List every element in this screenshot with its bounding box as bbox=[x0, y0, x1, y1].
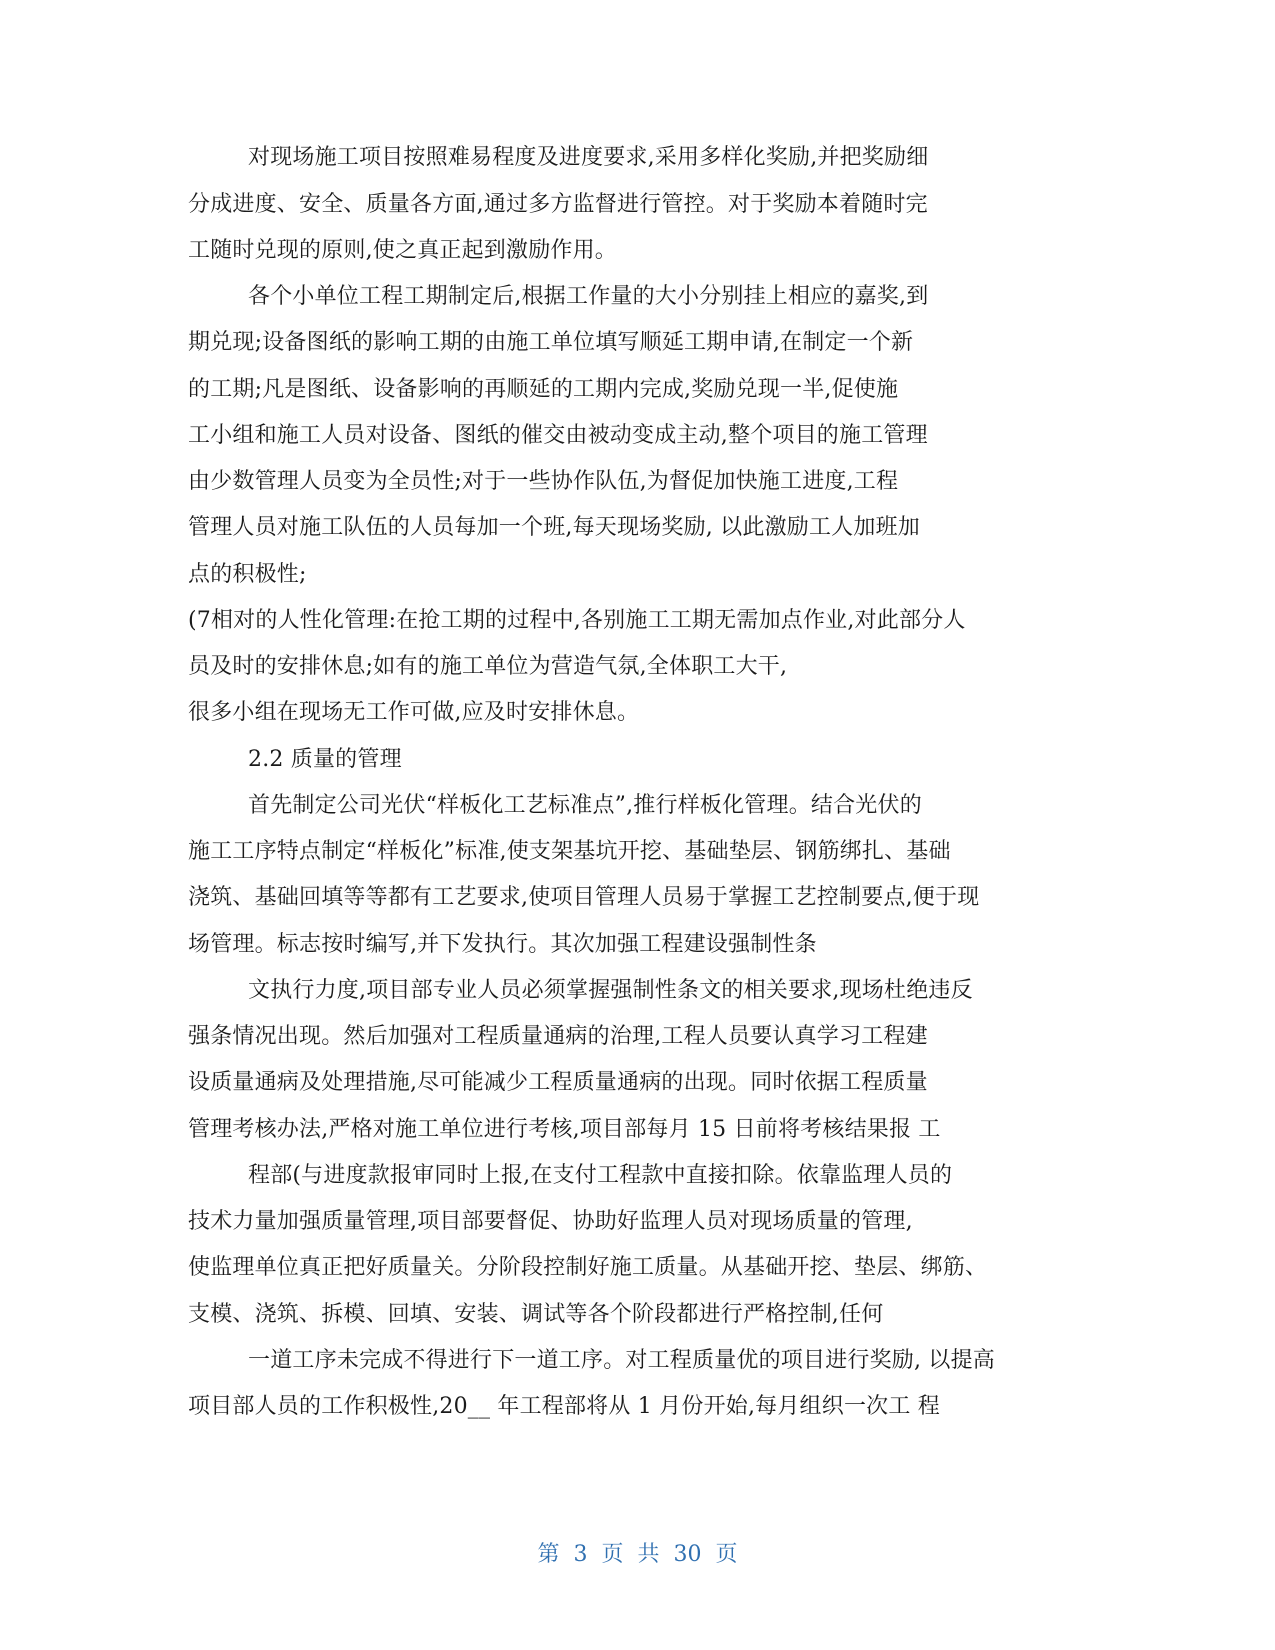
body-line: 工随时兑现的原则,使之真正起到激励作用。 bbox=[188, 238, 617, 263]
body-line: 程部(与进度款报审同时上报,在支付工程款中直接扣除。依靠监理人员的 bbox=[248, 1163, 953, 1188]
body-line: (7相对的人性化管理:在抢工期的过程中,各别施工工期无需加点作业,对此部分人 bbox=[188, 608, 966, 633]
body-line: 由少数管理人员变为全员性;对于一些协作队伍,为督促加快施工进度,工程 bbox=[188, 469, 899, 494]
body-line: 对现场施工项目按照难易程度及进度要求,采用多样化奖励,并把奖励细 bbox=[248, 145, 929, 170]
body-line: 技术力量加强质量管理,项目部要督促、协助好监理人员对现场质量的管理, bbox=[188, 1209, 913, 1234]
body-line: 首先制定公司光伏“样板化工艺标准点”,推行样板化管理。结合光伏的 bbox=[248, 793, 922, 818]
body-line: 一道工序未完成不得进行下一道工序。对工程质量优的项目进行奖励, 以提高 bbox=[248, 1348, 995, 1373]
body-line: 分成进度、安全、质量各方面,通过多方监督进行管控。对于奖励本着随时完 bbox=[188, 192, 928, 217]
body-line: 浇筑、基础回填等等都有工艺要求,使项目管理人员易于掌握工艺控制要点,便于现 bbox=[188, 885, 980, 910]
body-line: 支模、浇筑、拆模、回填、安装、调试等各个阶段都进行严格控制,任何 bbox=[188, 1302, 884, 1327]
body-line: 点的积极性; bbox=[188, 562, 307, 587]
body-line: 场管理。标志按时编写,并下发执行。其次加强工程建设强制性条 bbox=[188, 932, 817, 957]
body-line: 项目部人员的工作积极性,20__ 年工程部将从 1 月份开始,每月组织一次工 程 bbox=[188, 1394, 940, 1419]
page-number-footer: 第 3 页 共 30 页 bbox=[537, 1542, 738, 1567]
body-line: 管理人员对施工队伍的人员每加一个班,每天现场奖励, 以此激励工人加班加 bbox=[188, 515, 920, 540]
section-heading: 2.2 质量的管理 bbox=[248, 747, 402, 772]
body-line: 文执行力度,项目部专业人员必须掌握强制性条文的相关要求,现场杜绝违反 bbox=[248, 978, 973, 1003]
body-line: 员及时的安排休息;如有的施工单位为营造气氛,全体职工大干, bbox=[188, 654, 788, 679]
body-line: 使监理单位真正把好质量关。分阶段控制好施工质量。从基础开挖、垫层、绑筋、 bbox=[188, 1255, 988, 1280]
body-line: 管理考核办法,严格对施工单位进行考核,项目部每月 15 日前将考核结果报 工 bbox=[188, 1117, 941, 1142]
body-line: 很多小组在现场无工作可做,应及时安排休息。 bbox=[188, 700, 640, 725]
body-line: 施工工序特点制定“样板化”标准,使支架基坑开挖、基础垫层、钢筋绑扎、基础 bbox=[188, 839, 951, 864]
body-line: 各个小单位工程工期制定后,根据工作量的大小分别挂上相应的嘉奖,到 bbox=[248, 284, 929, 309]
body-line: 期兑现;设备图纸的影响工期的由施工单位填写顺延工期申请,在制定一个新 bbox=[188, 330, 914, 355]
body-line: 工小组和施工人员对设备、图纸的催交由被动变成主动,整个项目的施工管理 bbox=[188, 423, 928, 448]
body-line: 强条情况出现。然后加强对工程质量通病的治理,工程人员要认真学习工程建 bbox=[188, 1024, 928, 1049]
body-line: 设质量通病及处理措施,尽可能减少工程质量通病的出现。同时依据工程质量 bbox=[188, 1070, 928, 1095]
body-line: 的工期;凡是图纸、设备影响的再顺延的工期内完成,奖励兑现一半,促使施 bbox=[188, 377, 899, 402]
